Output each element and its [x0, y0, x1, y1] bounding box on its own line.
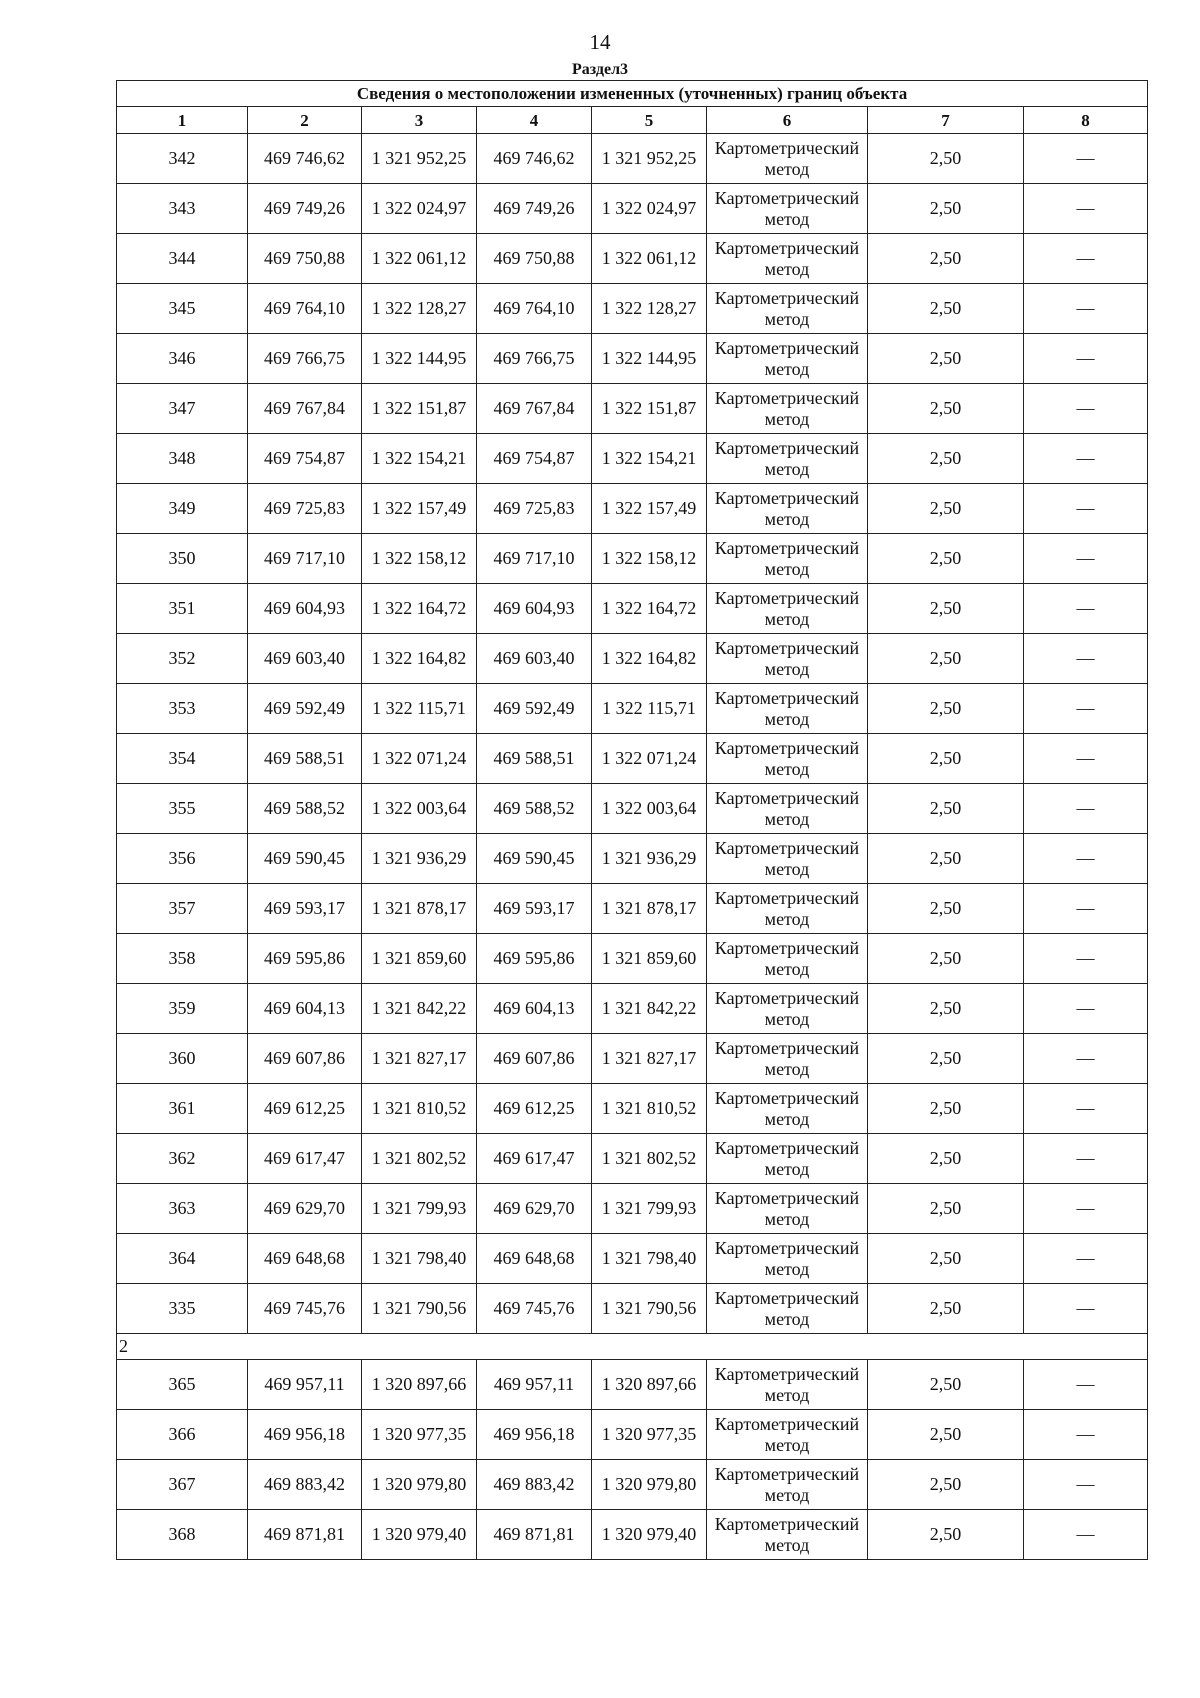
- accuracy-cell: 2,50: [868, 834, 1024, 884]
- table-row: [117, 534, 1148, 584]
- y-coord-new-cell: 1 322 024,97: [592, 184, 707, 234]
- method-cell: Картометрический метод: [707, 334, 868, 384]
- table-caption: Сведения о местоположении измененных (уточненных) границ объекта: [117, 81, 1148, 107]
- x-coord-cell: 469 604,13: [248, 984, 362, 1034]
- method-cell: Картометрический метод: [707, 884, 868, 934]
- point-number-cell: 356: [117, 834, 248, 884]
- accuracy-cell: 2,50: [868, 1410, 1024, 1460]
- x-coord-cell: 469 746,62: [248, 134, 362, 184]
- x-coord-cell: 469 749,26: [248, 184, 362, 234]
- column-number: 5: [592, 107, 707, 134]
- table-row: [117, 884, 1148, 934]
- accuracy-cell: 2,50: [868, 1360, 1024, 1410]
- point-number-cell: 352: [117, 634, 248, 684]
- x-coord-new-cell: 469 604,93: [477, 584, 592, 634]
- x-coord-new-cell: 469 746,62: [477, 134, 592, 184]
- y-coord-cell: 1 321 842,22: [362, 984, 477, 1034]
- point-number-cell: 348: [117, 434, 248, 484]
- y-coord-new-cell: 1 321 802,52: [592, 1134, 707, 1184]
- point-number-cell: 361: [117, 1084, 248, 1134]
- y-coord-new-cell: 1 321 827,17: [592, 1034, 707, 1084]
- y-coord-new-cell: 1 322 151,87: [592, 384, 707, 434]
- y-coord-new-cell: 1 322 164,82: [592, 634, 707, 684]
- description-cell: —: [1024, 884, 1148, 934]
- accuracy-cell: 2,50: [868, 884, 1024, 934]
- point-number-cell: 342: [117, 134, 248, 184]
- method-cell: Картометрический метод: [707, 734, 868, 784]
- method-cell: Картометрический метод: [707, 1284, 868, 1334]
- table-row: [117, 1134, 1148, 1184]
- description-cell: —: [1024, 1034, 1148, 1084]
- point-number-cell: 347: [117, 384, 248, 434]
- accuracy-cell: 2,50: [868, 284, 1024, 334]
- x-coord-cell: 469 648,68: [248, 1234, 362, 1284]
- y-coord-new-cell: 1 322 157,49: [592, 484, 707, 534]
- method-cell: Картометрический метод: [707, 984, 868, 1034]
- y-coord-cell: 1 322 061,12: [362, 234, 477, 284]
- table-row: [117, 734, 1148, 784]
- method-cell: Картометрический метод: [707, 1034, 868, 1084]
- x-coord-new-cell: 469 603,40: [477, 634, 592, 684]
- method-cell: Картометрический метод: [707, 584, 868, 634]
- point-number-cell: 367: [117, 1460, 248, 1510]
- point-number-cell: 349: [117, 484, 248, 534]
- y-coord-cell: 1 321 936,29: [362, 834, 477, 884]
- description-cell: —: [1024, 134, 1148, 184]
- x-coord-new-cell: 469 590,45: [477, 834, 592, 884]
- table-row: [117, 684, 1148, 734]
- x-coord-cell: 469 604,93: [248, 584, 362, 634]
- description-cell: —: [1024, 784, 1148, 834]
- accuracy-cell: 2,50: [868, 1084, 1024, 1134]
- point-number-cell: 358: [117, 934, 248, 984]
- section-title: Раздел3: [571, 61, 629, 78]
- description-cell: —: [1024, 984, 1148, 1034]
- y-coord-new-cell: 1 321 952,25: [592, 134, 707, 184]
- x-coord-cell: 469 612,25: [248, 1084, 362, 1134]
- y-coord-new-cell: 1 322 071,24: [592, 734, 707, 784]
- description-cell: —: [1024, 534, 1148, 584]
- method-cell: Картометрический метод: [707, 1360, 868, 1410]
- method-cell: Картометрический метод: [707, 184, 868, 234]
- x-coord-cell: 469 767,84: [248, 384, 362, 434]
- table-row: [117, 134, 1148, 184]
- y-coord-cell: 1 320 979,40: [362, 1510, 477, 1560]
- y-coord-cell: 1 322 157,49: [362, 484, 477, 534]
- x-coord-new-cell: 469 717,10: [477, 534, 592, 584]
- table-row: [117, 284, 1148, 334]
- group-label-row: [117, 1334, 1148, 1360]
- x-coord-cell: 469 871,81: [248, 1510, 362, 1560]
- table-row: [117, 784, 1148, 834]
- method-cell: Картометрический метод: [707, 684, 868, 734]
- table-caption-row: [117, 81, 1148, 107]
- x-coord-cell: 469 590,45: [248, 834, 362, 884]
- accuracy-cell: 2,50: [868, 384, 1024, 434]
- description-cell: —: [1024, 1234, 1148, 1284]
- description-cell: —: [1024, 1184, 1148, 1234]
- table-row: [117, 834, 1148, 884]
- method-cell: Картометрический метод: [707, 1084, 868, 1134]
- y-coord-cell: 1 322 144,95: [362, 334, 477, 384]
- x-coord-new-cell: 469 607,86: [477, 1034, 592, 1084]
- point-number-cell: 365: [117, 1360, 248, 1410]
- x-coord-new-cell: 469 617,47: [477, 1134, 592, 1184]
- accuracy-cell: 2,50: [868, 1184, 1024, 1234]
- method-cell: Картометрический метод: [707, 234, 868, 284]
- method-cell: Картометрический метод: [707, 1510, 868, 1560]
- point-number-cell: 360: [117, 1034, 248, 1084]
- x-coord-new-cell: 469 612,25: [477, 1084, 592, 1134]
- y-coord-cell: 1 321 827,17: [362, 1034, 477, 1084]
- accuracy-cell: 2,50: [868, 584, 1024, 634]
- table-row: [117, 484, 1148, 534]
- description-cell: —: [1024, 834, 1148, 884]
- method-cell: Картометрический метод: [707, 784, 868, 834]
- description-cell: —: [1024, 734, 1148, 784]
- table-row: [117, 1410, 1148, 1460]
- point-number-cell: 354: [117, 734, 248, 784]
- description-cell: —: [1024, 1510, 1148, 1560]
- y-coord-cell: 1 320 979,80: [362, 1460, 477, 1510]
- table-row: [117, 584, 1148, 634]
- x-coord-cell: 469 592,49: [248, 684, 362, 734]
- x-coord-cell: 469 956,18: [248, 1410, 362, 1460]
- table-row: [117, 1284, 1148, 1334]
- point-number-cell: 335: [117, 1284, 248, 1334]
- method-cell: Картометрический метод: [707, 434, 868, 484]
- x-coord-new-cell: 469 956,18: [477, 1410, 592, 1460]
- method-cell: Картометрический метод: [707, 284, 868, 334]
- point-number-cell: 345: [117, 284, 248, 334]
- point-number-cell: 346: [117, 334, 248, 384]
- x-coord-new-cell: 469 745,76: [477, 1284, 592, 1334]
- y-coord-cell: 1 322 024,97: [362, 184, 477, 234]
- point-number-cell: 368: [117, 1510, 248, 1560]
- point-number-cell: 362: [117, 1134, 248, 1184]
- description-cell: —: [1024, 1460, 1148, 1510]
- column-number: 2: [248, 107, 362, 134]
- x-coord-new-cell: 469 588,52: [477, 784, 592, 834]
- x-coord-cell: 469 588,51: [248, 734, 362, 784]
- accuracy-cell: 2,50: [868, 534, 1024, 584]
- y-coord-cell: 1 322 158,12: [362, 534, 477, 584]
- x-coord-new-cell: 469 750,88: [477, 234, 592, 284]
- description-cell: —: [1024, 1084, 1148, 1134]
- accuracy-cell: 2,50: [868, 1284, 1024, 1334]
- y-coord-cell: 1 322 164,72: [362, 584, 477, 634]
- point-number-cell: 344: [117, 234, 248, 284]
- x-coord-new-cell: 469 764,10: [477, 284, 592, 334]
- y-coord-new-cell: 1 321 878,17: [592, 884, 707, 934]
- y-coord-new-cell: 1 320 979,40: [592, 1510, 707, 1560]
- method-cell: Картометрический метод: [707, 1134, 868, 1184]
- description-cell: —: [1024, 334, 1148, 384]
- y-coord-new-cell: 1 321 936,29: [592, 834, 707, 884]
- x-coord-new-cell: 469 766,75: [477, 334, 592, 384]
- y-coord-cell: 1 322 164,82: [362, 634, 477, 684]
- x-coord-new-cell: 469 593,17: [477, 884, 592, 934]
- point-number-cell: 359: [117, 984, 248, 1034]
- accuracy-cell: 2,50: [868, 434, 1024, 484]
- x-coord-cell: 469 957,11: [248, 1360, 362, 1410]
- y-coord-new-cell: 1 322 128,27: [592, 284, 707, 334]
- description-cell: —: [1024, 934, 1148, 984]
- table-row: [117, 334, 1148, 384]
- x-coord-cell: 469 745,76: [248, 1284, 362, 1334]
- method-cell: Картометрический метод: [707, 634, 868, 684]
- table-row: [117, 1234, 1148, 1284]
- table-row: [117, 934, 1148, 984]
- point-number-cell: 351: [117, 584, 248, 634]
- description-cell: —: [1024, 1284, 1148, 1334]
- accuracy-cell: 2,50: [868, 684, 1024, 734]
- x-coord-new-cell: 469 648,68: [477, 1234, 592, 1284]
- boundary-coordinates-table: [116, 80, 1148, 1560]
- y-coord-cell: 1 321 799,93: [362, 1184, 477, 1234]
- x-coord-cell: 469 603,40: [248, 634, 362, 684]
- y-coord-cell: 1 321 802,52: [362, 1134, 477, 1184]
- x-coord-cell: 469 588,52: [248, 784, 362, 834]
- description-cell: —: [1024, 634, 1148, 684]
- method-cell: Картометрический метод: [707, 384, 868, 434]
- description-cell: —: [1024, 384, 1148, 434]
- accuracy-cell: 2,50: [868, 1034, 1024, 1084]
- y-coord-new-cell: 1 321 859,60: [592, 934, 707, 984]
- table-row: [117, 234, 1148, 284]
- y-coord-new-cell: 1 320 977,35: [592, 1410, 707, 1460]
- group2-rows: [117, 1360, 1148, 1560]
- group-label: 2: [117, 1334, 1148, 1360]
- description-cell: —: [1024, 434, 1148, 484]
- group2-section: [117, 1334, 1148, 1360]
- method-cell: Картометрический метод: [707, 934, 868, 984]
- y-coord-new-cell: 1 322 003,64: [592, 784, 707, 834]
- y-coord-cell: 1 321 878,17: [362, 884, 477, 934]
- description-cell: —: [1024, 284, 1148, 334]
- table-row: [117, 984, 1148, 1034]
- column-number: 4: [477, 107, 592, 134]
- table-row: [117, 1034, 1148, 1084]
- x-coord-cell: 469 766,75: [248, 334, 362, 384]
- column-number: 6: [707, 107, 868, 134]
- y-coord-cell: 1 322 003,64: [362, 784, 477, 834]
- x-coord-cell: 469 717,10: [248, 534, 362, 584]
- x-coord-cell: 469 764,10: [248, 284, 362, 334]
- x-coord-cell: 469 754,87: [248, 434, 362, 484]
- x-coord-cell: 469 725,83: [248, 484, 362, 534]
- x-coord-new-cell: 469 754,87: [477, 434, 592, 484]
- column-number: 7: [868, 107, 1024, 134]
- table-row: [117, 1084, 1148, 1134]
- y-coord-cell: 1 321 810,52: [362, 1084, 477, 1134]
- table-row: [117, 634, 1148, 684]
- x-coord-new-cell: 469 595,86: [477, 934, 592, 984]
- x-coord-new-cell: 469 604,13: [477, 984, 592, 1034]
- table-row: [117, 434, 1148, 484]
- y-coord-new-cell: 1 321 842,22: [592, 984, 707, 1034]
- table-row: [117, 1460, 1148, 1510]
- y-coord-cell: 1 320 977,35: [362, 1410, 477, 1460]
- x-coord-cell: 469 595,86: [248, 934, 362, 984]
- method-cell: Картометрический метод: [707, 1460, 868, 1510]
- table-row: [117, 1510, 1148, 1560]
- x-coord-new-cell: 469 749,26: [477, 184, 592, 234]
- x-coord-new-cell: 469 588,51: [477, 734, 592, 784]
- x-coord-new-cell: 469 957,11: [477, 1360, 592, 1410]
- accuracy-cell: 2,50: [868, 784, 1024, 834]
- description-cell: —: [1024, 184, 1148, 234]
- column-number: 1: [117, 107, 248, 134]
- method-cell: Картометрический метод: [707, 834, 868, 884]
- accuracy-cell: 2,50: [868, 934, 1024, 984]
- y-coord-cell: 1 321 790,56: [362, 1284, 477, 1334]
- y-coord-new-cell: 1 320 897,66: [592, 1360, 707, 1410]
- column-number-row: [117, 107, 1148, 134]
- x-coord-cell: 469 593,17: [248, 884, 362, 934]
- y-coord-cell: 1 322 115,71: [362, 684, 477, 734]
- description-cell: —: [1024, 484, 1148, 534]
- method-cell: Картометрический метод: [707, 134, 868, 184]
- y-coord-new-cell: 1 321 810,52: [592, 1084, 707, 1134]
- y-coord-cell: 1 322 151,87: [362, 384, 477, 434]
- y-coord-new-cell: 1 322 115,71: [592, 684, 707, 734]
- x-coord-cell: 469 883,42: [248, 1460, 362, 1510]
- point-number-cell: 363: [117, 1184, 248, 1234]
- column-number: 8: [1024, 107, 1148, 134]
- accuracy-cell: 2,50: [868, 334, 1024, 384]
- description-cell: —: [1024, 684, 1148, 734]
- description-cell: —: [1024, 1134, 1148, 1184]
- method-cell: Картометрический метод: [707, 1184, 868, 1234]
- method-cell: Картометрический метод: [707, 534, 868, 584]
- y-coord-new-cell: 1 321 790,56: [592, 1284, 707, 1334]
- method-cell: Картометрический метод: [707, 1410, 868, 1460]
- y-coord-cell: 1 320 897,66: [362, 1360, 477, 1410]
- y-coord-cell: 1 322 128,27: [362, 284, 477, 334]
- accuracy-cell: 2,50: [868, 1234, 1024, 1284]
- y-coord-new-cell: 1 322 061,12: [592, 234, 707, 284]
- column-number: 3: [362, 107, 477, 134]
- group1-rows: [117, 134, 1148, 1334]
- y-coord-cell: 1 321 859,60: [362, 934, 477, 984]
- description-cell: —: [1024, 1360, 1148, 1410]
- point-number-cell: 343: [117, 184, 248, 234]
- point-number-cell: 366: [117, 1410, 248, 1460]
- y-coord-new-cell: 1 321 798,40: [592, 1234, 707, 1284]
- accuracy-cell: 2,50: [868, 1510, 1024, 1560]
- accuracy-cell: 2,50: [868, 984, 1024, 1034]
- description-cell: —: [1024, 1410, 1148, 1460]
- accuracy-cell: 2,50: [868, 1460, 1024, 1510]
- point-number-cell: 355: [117, 784, 248, 834]
- y-coord-cell: 1 321 952,25: [362, 134, 477, 184]
- x-coord-new-cell: 469 871,81: [477, 1510, 592, 1560]
- description-cell: —: [1024, 584, 1148, 634]
- y-coord-new-cell: 1 321 799,93: [592, 1184, 707, 1234]
- x-coord-new-cell: 469 629,70: [477, 1184, 592, 1234]
- y-coord-cell: 1 322 154,21: [362, 434, 477, 484]
- method-cell: Картометрический метод: [707, 1234, 868, 1284]
- table-row: [117, 1184, 1148, 1234]
- accuracy-cell: 2,50: [868, 234, 1024, 284]
- accuracy-cell: 2,50: [868, 484, 1024, 534]
- method-cell: Картометрический метод: [707, 484, 868, 534]
- accuracy-cell: 2,50: [868, 634, 1024, 684]
- y-coord-cell: 1 321 798,40: [362, 1234, 477, 1284]
- accuracy-cell: 2,50: [868, 184, 1024, 234]
- x-coord-new-cell: 469 725,83: [477, 484, 592, 534]
- y-coord-cell: 1 322 071,24: [362, 734, 477, 784]
- x-coord-new-cell: 469 883,42: [477, 1460, 592, 1510]
- description-cell: —: [1024, 234, 1148, 284]
- page-number: 14: [589, 30, 611, 54]
- point-number-cell: 353: [117, 684, 248, 734]
- y-coord-new-cell: 1 322 144,95: [592, 334, 707, 384]
- x-coord-new-cell: 469 592,49: [477, 684, 592, 734]
- point-number-cell: 357: [117, 884, 248, 934]
- x-coord-cell: 469 607,86: [248, 1034, 362, 1084]
- accuracy-cell: 2,50: [868, 134, 1024, 184]
- accuracy-cell: 2,50: [868, 734, 1024, 784]
- point-number-cell: 350: [117, 534, 248, 584]
- table-row: [117, 184, 1148, 234]
- point-number-cell: 364: [117, 1234, 248, 1284]
- x-coord-cell: 469 629,70: [248, 1184, 362, 1234]
- accuracy-cell: 2,50: [868, 1134, 1024, 1184]
- x-coord-new-cell: 469 767,84: [477, 384, 592, 434]
- x-coord-cell: 469 750,88: [248, 234, 362, 284]
- table-row: [117, 384, 1148, 434]
- table-row: [117, 1360, 1148, 1410]
- y-coord-new-cell: 1 322 154,21: [592, 434, 707, 484]
- y-coord-new-cell: 1 320 979,80: [592, 1460, 707, 1510]
- y-coord-new-cell: 1 322 164,72: [592, 584, 707, 634]
- x-coord-cell: 469 617,47: [248, 1134, 362, 1184]
- y-coord-new-cell: 1 322 158,12: [592, 534, 707, 584]
